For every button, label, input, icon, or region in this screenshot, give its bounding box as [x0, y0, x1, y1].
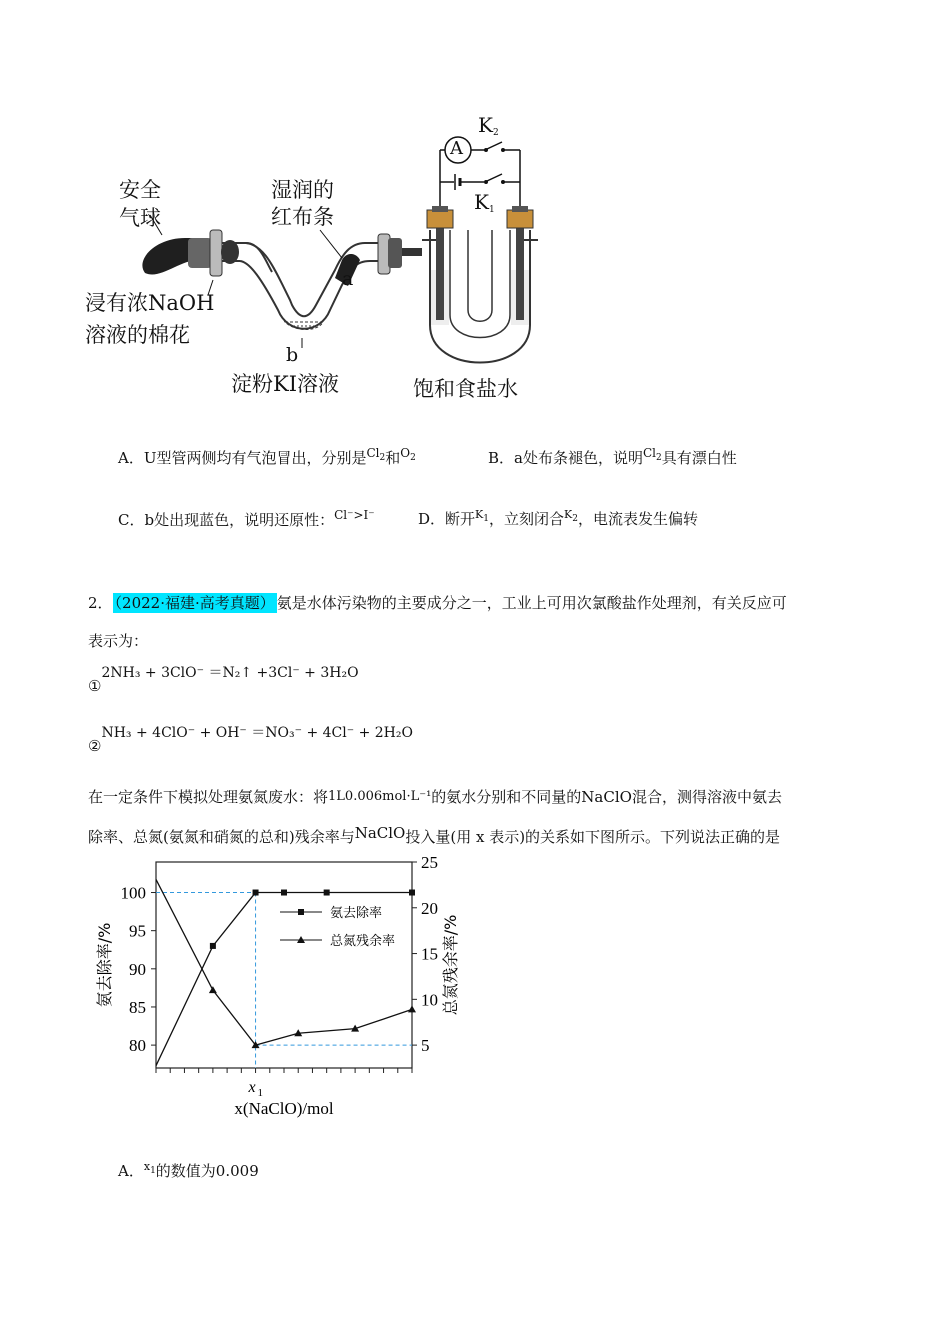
- point-removal: [210, 943, 216, 949]
- label-a: a: [342, 268, 354, 290]
- legend-marker-removal: [298, 909, 304, 915]
- y-right-tick-label: 25: [421, 853, 438, 872]
- source-tag: （2022·福建·高考真题）: [114, 594, 275, 612]
- y-left-tick-label: 90: [129, 959, 146, 979]
- q2-condition-line2: 除率、总氮(氨氮和硝氮的总和)残余率与NaClO投入量(用 x 表示)的关系如下图所示。下列说法正确的是: [88, 824, 781, 846]
- y-left-tick-label: 100: [120, 883, 146, 903]
- label-b-text: 淀粉KI溶液: [231, 372, 339, 396]
- x-tick-label-x1-sub: 1: [257, 1087, 264, 1099]
- label-balloon-2: 气球: [119, 206, 161, 230]
- ammeter-label: A: [450, 138, 463, 159]
- point-residual: [209, 986, 217, 993]
- q1-option-d: D．断开$^{K_1}$，立刻闭合$^{K_2}$，电流表发生偏转: [418, 508, 698, 528]
- q2-option-a: A．$^{x_1}$的数值为0.009: [118, 1160, 259, 1180]
- legend-label-removal: 氨去除率: [330, 906, 383, 921]
- point-residual: [408, 1005, 416, 1012]
- switch-k2-label: $K_2$: [478, 113, 499, 138]
- label-salt-water: 饱和食盐水: [413, 377, 518, 401]
- point-removal: [253, 890, 259, 896]
- x-tick-label-x1: x: [248, 1079, 256, 1096]
- equation-1: ①2NH₃ + 3ClO⁻ ＝N₂↑ +3Cl⁻ + 3H₂O: [88, 665, 359, 695]
- q1-option-a: A．U型管两侧均有气泡冒出，分别是$^{Cl_2}$和$^{O_2}$: [118, 446, 416, 467]
- v-tube: [246, 243, 380, 316]
- point-removal: [409, 890, 415, 896]
- label-cloth-1: 湿润的: [271, 178, 334, 202]
- q2-stem-line1: 2． （2022·福建·高考真题） 氨是水体污染物的主要成分之一，工业上可用次氯酸盐作处理剂，有关反应可: [88, 594, 787, 612]
- series-line-residual: [156, 879, 412, 1045]
- point-removal: [281, 890, 287, 896]
- switch-k1-label: $K_1$: [474, 190, 495, 215]
- y-right-tick-label: 5: [421, 1036, 430, 1056]
- ammonia-removal-chart: [90, 850, 470, 1120]
- legend-label-residual: 总氮残余率: [330, 934, 396, 949]
- y-right-tick-label: 15: [421, 944, 438, 964]
- y-right-tick-label: 10: [421, 990, 438, 1010]
- equation-2: ②NH₃ + 4ClO⁻ + OH⁻ ＝NO₃⁻ + 4Cl⁻ + 2H₂O: [88, 725, 413, 755]
- q1-option-b: B．a处布条褪色，说明$^{Cl_2}$具有漂白性: [488, 446, 737, 467]
- y-left-axis-title: 氨去除率/%: [95, 922, 114, 1008]
- label-b: b: [286, 344, 299, 366]
- label-cotton-1: 浸有浓NaOH: [85, 291, 215, 315]
- point-removal: [324, 890, 330, 896]
- x-axis-title: x(NaClO)/mol: [234, 1099, 334, 1118]
- q1-option-c: C．b处出现蓝色，说明还原性：$^{Cl^->I^-}$: [118, 508, 375, 529]
- y-left-tick-label: 95: [129, 921, 146, 941]
- label-cotton-2: 溶液的棉花: [85, 323, 190, 347]
- q2-stem-line2: 表示为：: [88, 632, 149, 650]
- y-right-tick-label: 20: [421, 898, 438, 918]
- label-balloon-1: 安全: [119, 178, 161, 202]
- y-left-tick-label: 85: [129, 997, 146, 1017]
- y-right-axis-title: 总氮残余率/%: [441, 914, 460, 1016]
- y-left-tick-label: 80: [129, 1036, 146, 1056]
- label-cloth-2: 红布条: [271, 205, 334, 229]
- apparatus-diagram: [80, 110, 560, 410]
- q2-condition-line1: 在一定条件下模拟处理氨氮废水：将1L0.006mol·L⁻¹的氨水分别和不同量的NaClO混合，测得溶液中氨去: [88, 788, 782, 806]
